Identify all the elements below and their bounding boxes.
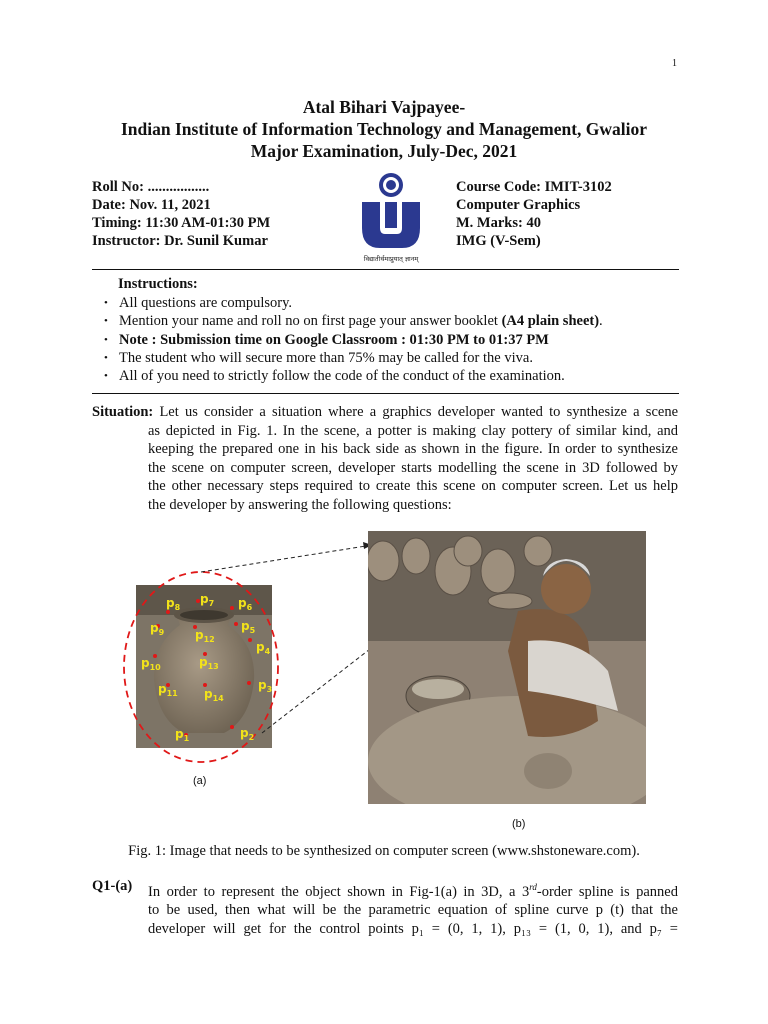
control-point-marker (166, 610, 170, 614)
max-marks: M. Marks: 40 (456, 215, 541, 231)
instruction-item: • All of you need to strictly follow the code of the conduct of the examination. (104, 367, 603, 385)
control-point-marker (153, 654, 157, 658)
instructor: Instructor: Dr. Sunil Kumar (92, 233, 268, 249)
control-point-label: $p_6$ (238, 596, 253, 612)
institute-name-line1: Atal Bihari Vajpayee- (302, 97, 466, 117)
program: IMG (V-Sem) (456, 233, 541, 249)
control-point-marker (247, 681, 251, 685)
instruction-item: • Note : Submission time on Google Classroom : 01:30 PM to 01:37 PM (104, 331, 603, 349)
control-point-marker (234, 622, 238, 626)
exam-title: Major Examination, July-Dec, 2021 (250, 141, 518, 161)
figure-caption: Fig. 1: Image that needs to be synthesized on computer screen (www.shstoneware.com). (128, 843, 640, 859)
subfigure-label-a: (a) (193, 775, 207, 787)
situation-label: Situation: (92, 404, 154, 420)
control-point-marker (230, 725, 234, 729)
question-label: Q1-(a) (92, 878, 133, 894)
exam-date: Date: Nov. 11, 2021 (92, 197, 211, 213)
instruction-item: • Mention your name and roll no on first page your answer booklet (A4 plain sheet). (104, 312, 603, 330)
institute-name-line2: Indian Institute of Information Technology and Management, Gwalior (120, 119, 648, 139)
instruction-item: • The student who will secure more than 75% may be called for the viva. (104, 349, 603, 367)
control-point-label: $p_7$ (200, 592, 215, 608)
subfigure-label-b: (b) (512, 818, 526, 830)
course-code: Course Code: IMIT-3102 (456, 179, 612, 195)
page-number: 1 (672, 58, 677, 69)
control-point-marker (166, 683, 170, 687)
logo-tagline: विद्यातीर्थमाप्नुयात् ज्ञानम् (363, 255, 419, 263)
control-point-label: $p_5$ (241, 619, 256, 635)
control-point-label: $p_4$ (256, 640, 271, 656)
exam-timing: Timing: 11:30 AM-01:30 PM (92, 215, 271, 231)
control-point-label: $p_{13}$ (199, 655, 219, 671)
control-point-marker (248, 638, 252, 642)
instruction-item: • All questions are compulsory. (104, 294, 603, 312)
instructions-heading: Instructions: (118, 276, 198, 292)
question-text: In order to represent the object shown in Fig-1(a) in 3D, a 3rd-order spline is panned to be used, then what will be the parametric equation of spline curve p (t) that the developer will get for the control points p₁ = (0, 1, 1), p₁₃ = (1, 0, 1), and p₇ = (148, 882, 678, 938)
control-point-label: $p_8$ (166, 596, 181, 612)
connector-arrow-top (201, 546, 366, 572)
situation-paragraph: Situation: Let us consider a situation where a graphics developer wanted to synthesize a scene as depicted in Fig. 1. In the scene, a potter is making clay pottery of similar kind, and keeping the prepared one in his back side as shown in the figure. In order to synthesize the scene on computer screen, developer starts modelling the scene in 3D followed by the other necessary steps required to create this scene on computer screen. Let us help the developer by answering the following questions: (92, 404, 679, 513)
control-point-label: $p_2$ (240, 726, 255, 742)
control-point-marker (230, 606, 234, 610)
control-point-label: $p_{14}$ (204, 687, 224, 703)
control-point-label: $p_{10}$ (141, 656, 161, 672)
control-point-label: $p_{11}$ (158, 682, 178, 698)
control-point-label: $p_9$ (150, 621, 165, 637)
control-point-label: $p_1$ (175, 727, 190, 743)
course-name: Computer Graphics (456, 197, 581, 213)
roll-number: Roll No: ................. (92, 179, 210, 195)
figure-b-potter-image (368, 531, 646, 804)
control-point-label: $p_3$ (258, 678, 273, 694)
control-point-label: $p_{12}$ (195, 628, 215, 644)
